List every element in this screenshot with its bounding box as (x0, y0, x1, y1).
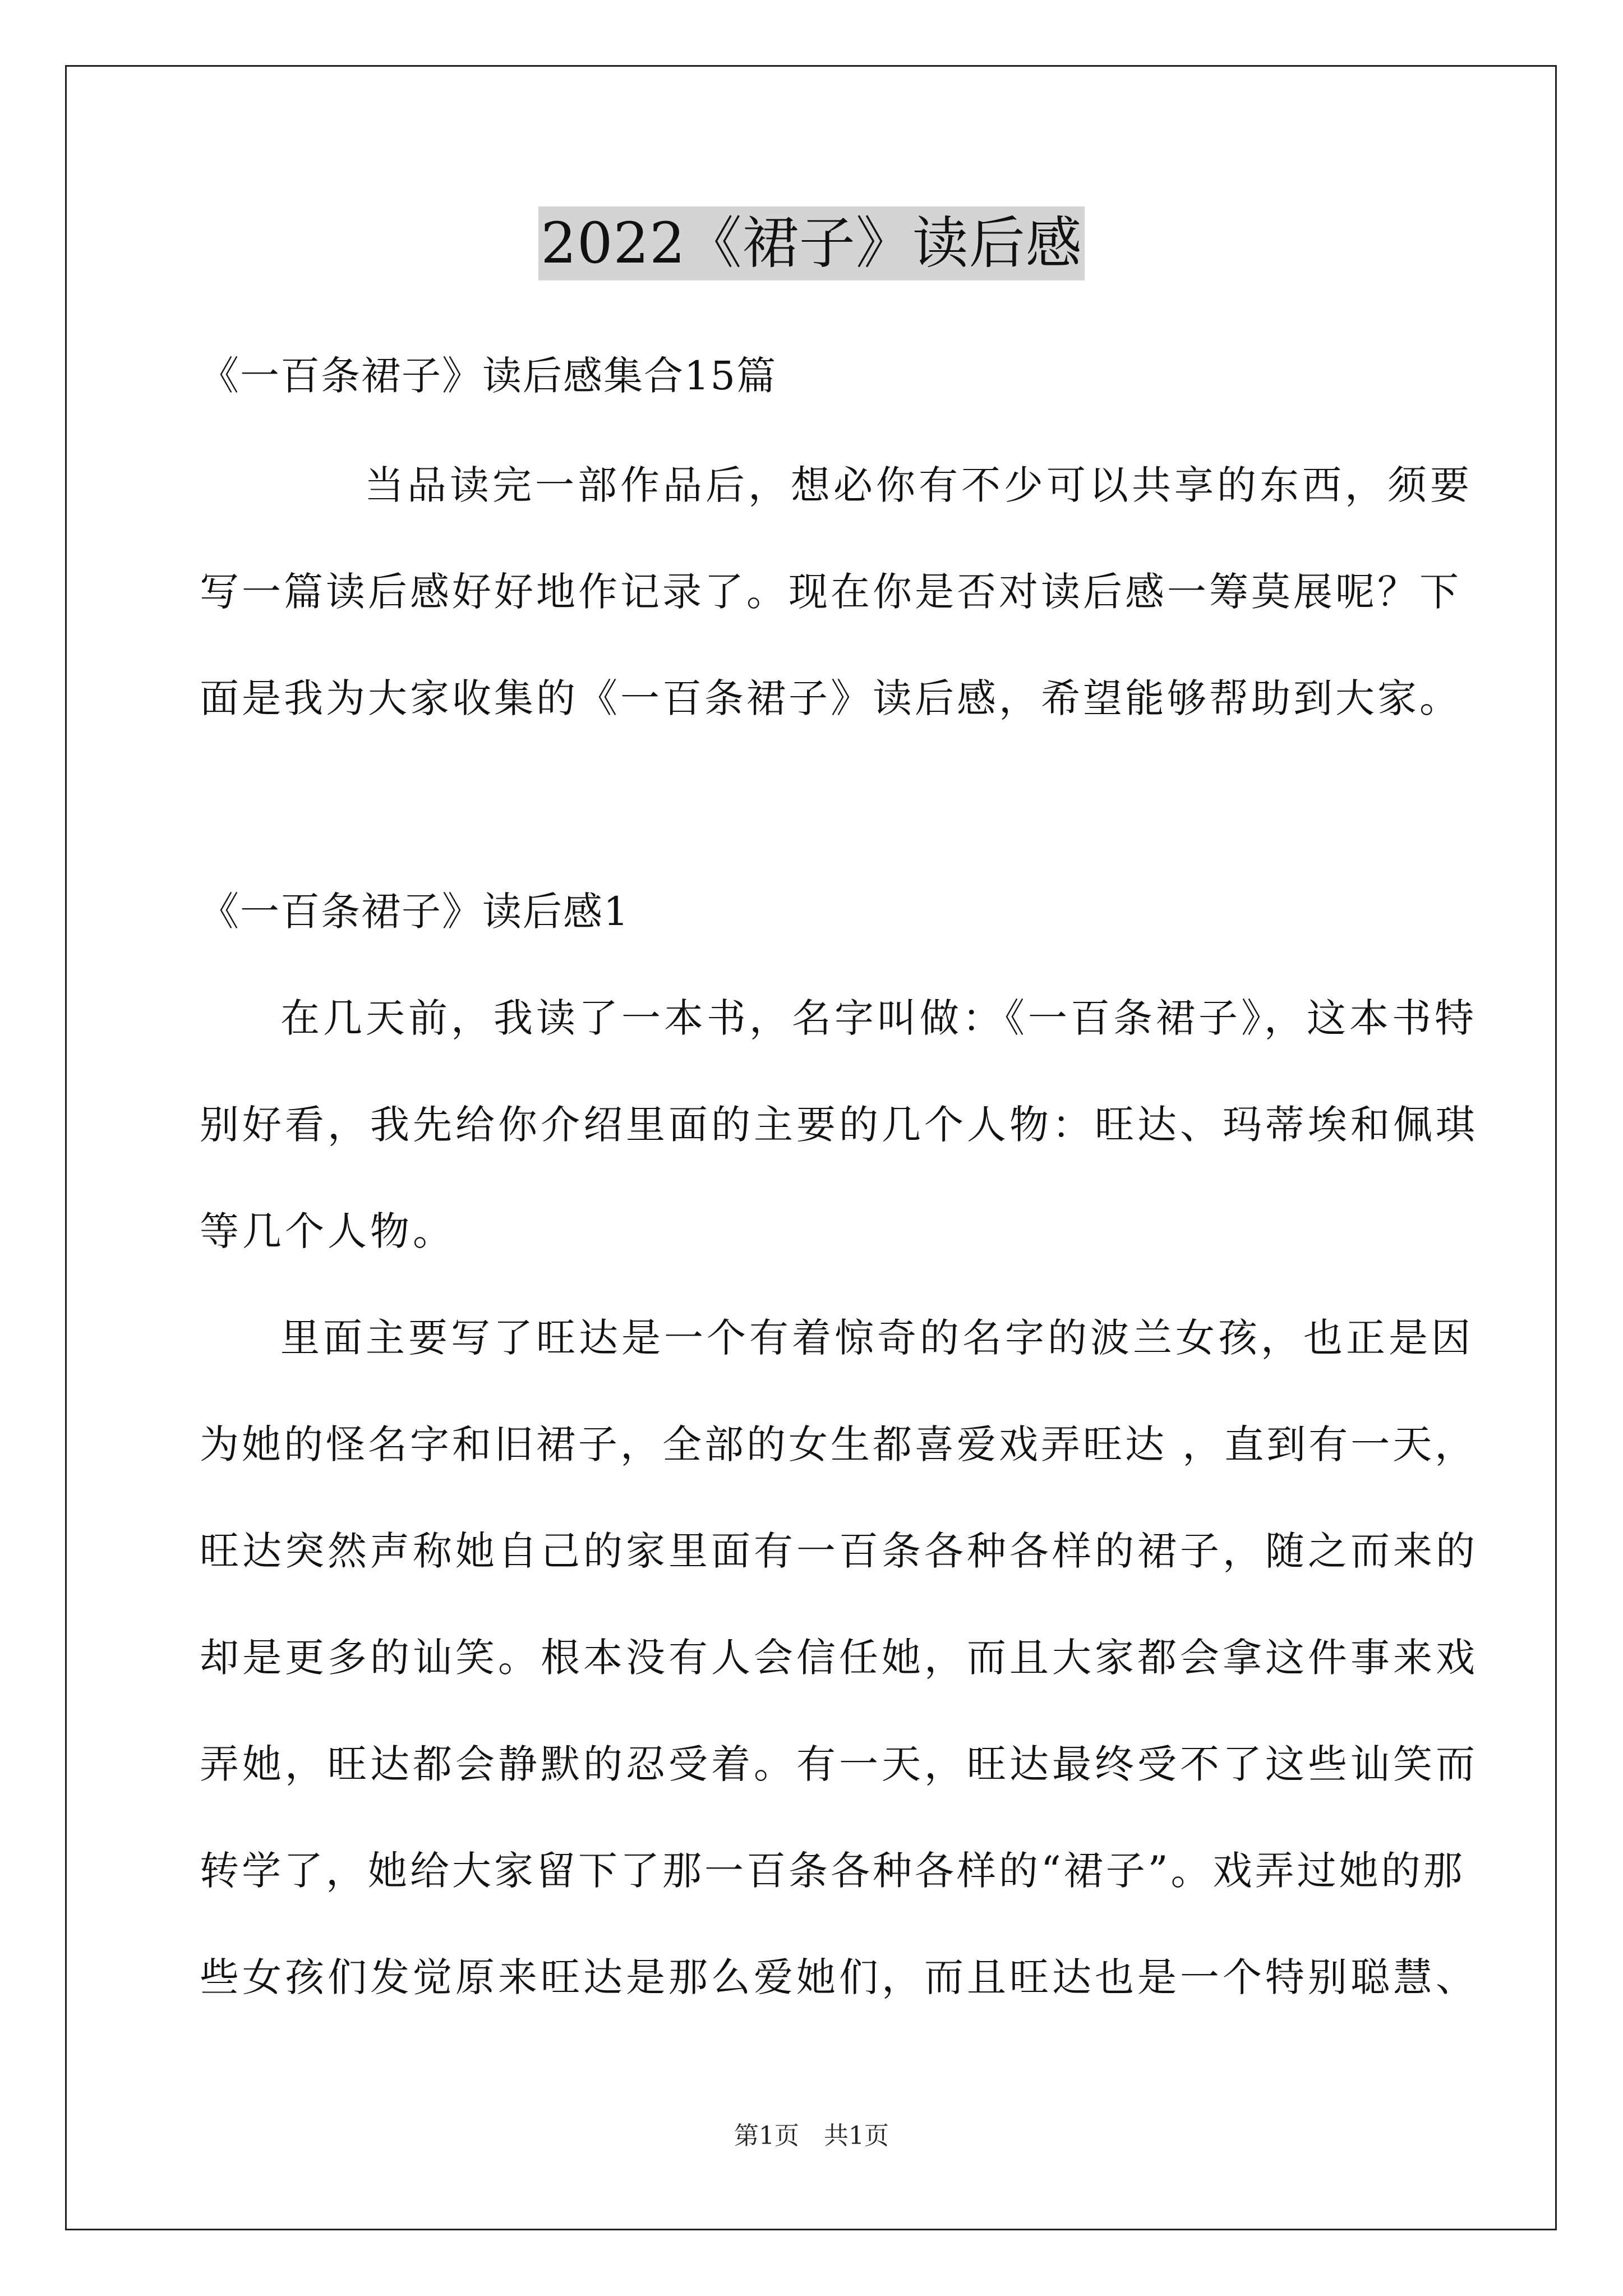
paragraph-line: 别好看，我先给你介绍里面的主要的几个人物：旺达、玛蒂埃和佩琪 (200, 1102, 1478, 1148)
intro-line: 写一篇读后感好好地作记录了。现在你是否对读后感一筹莫展呢？下 (200, 569, 1461, 615)
paragraph-line: 转学了，她给大家留下了那一百条各种各样的“裙子”。戏弄过她的那 (200, 1848, 1465, 1894)
paragraph-line: 等几个人物。 (200, 1208, 455, 1254)
title-container (0, 206, 1623, 280)
section-heading: 《一百条裙子》读后感1 (200, 889, 630, 935)
intro-line: 当品读完一部作品后，想必你有不少可以共享的东西，须要 (365, 462, 1473, 508)
paragraph-line: 弄她，旺达都会静默的忍受着。有一天，旺达最终受不了这些讪笑而 (200, 1741, 1478, 1787)
paragraph-line: 在几天前，我读了一本书，名字叫做：《一百条裙子》，这本书特 (280, 995, 1477, 1041)
paragraph-line: 为她的怪名字和旧裙子，全部的女生都喜爱戏弄旺达 ，直到有一天， (200, 1421, 1477, 1467)
paragraph-line: 些女孩们发觉原来旺达是那么爱她们，而且旺达也是一个特别聪慧、 (200, 1954, 1478, 2000)
document-subtitle: 《一百条裙子》读后感集合15篇 (200, 353, 777, 399)
paragraph-line: 旺达突然声称她自己的家里面有一百条各种各样的裙子，随之而来的 (200, 1528, 1478, 1574)
page-number-footer: 第1页 共1页 (734, 2122, 889, 2150)
document-title: 2022《裙子》读后感 (538, 206, 1085, 280)
paragraph-line: 却是更多的讪笑。根本没有人会信任她，而且大家都会拿这件事来戏 (200, 1635, 1478, 1681)
paragraph-line: 里面主要写了旺达是一个有着惊奇的名字的波兰女孩，也正是因 (280, 1315, 1474, 1361)
intro-line: 面是我为大家收集的《一百条裙子》读后感，希望能够帮助到大家。 (200, 675, 1461, 721)
